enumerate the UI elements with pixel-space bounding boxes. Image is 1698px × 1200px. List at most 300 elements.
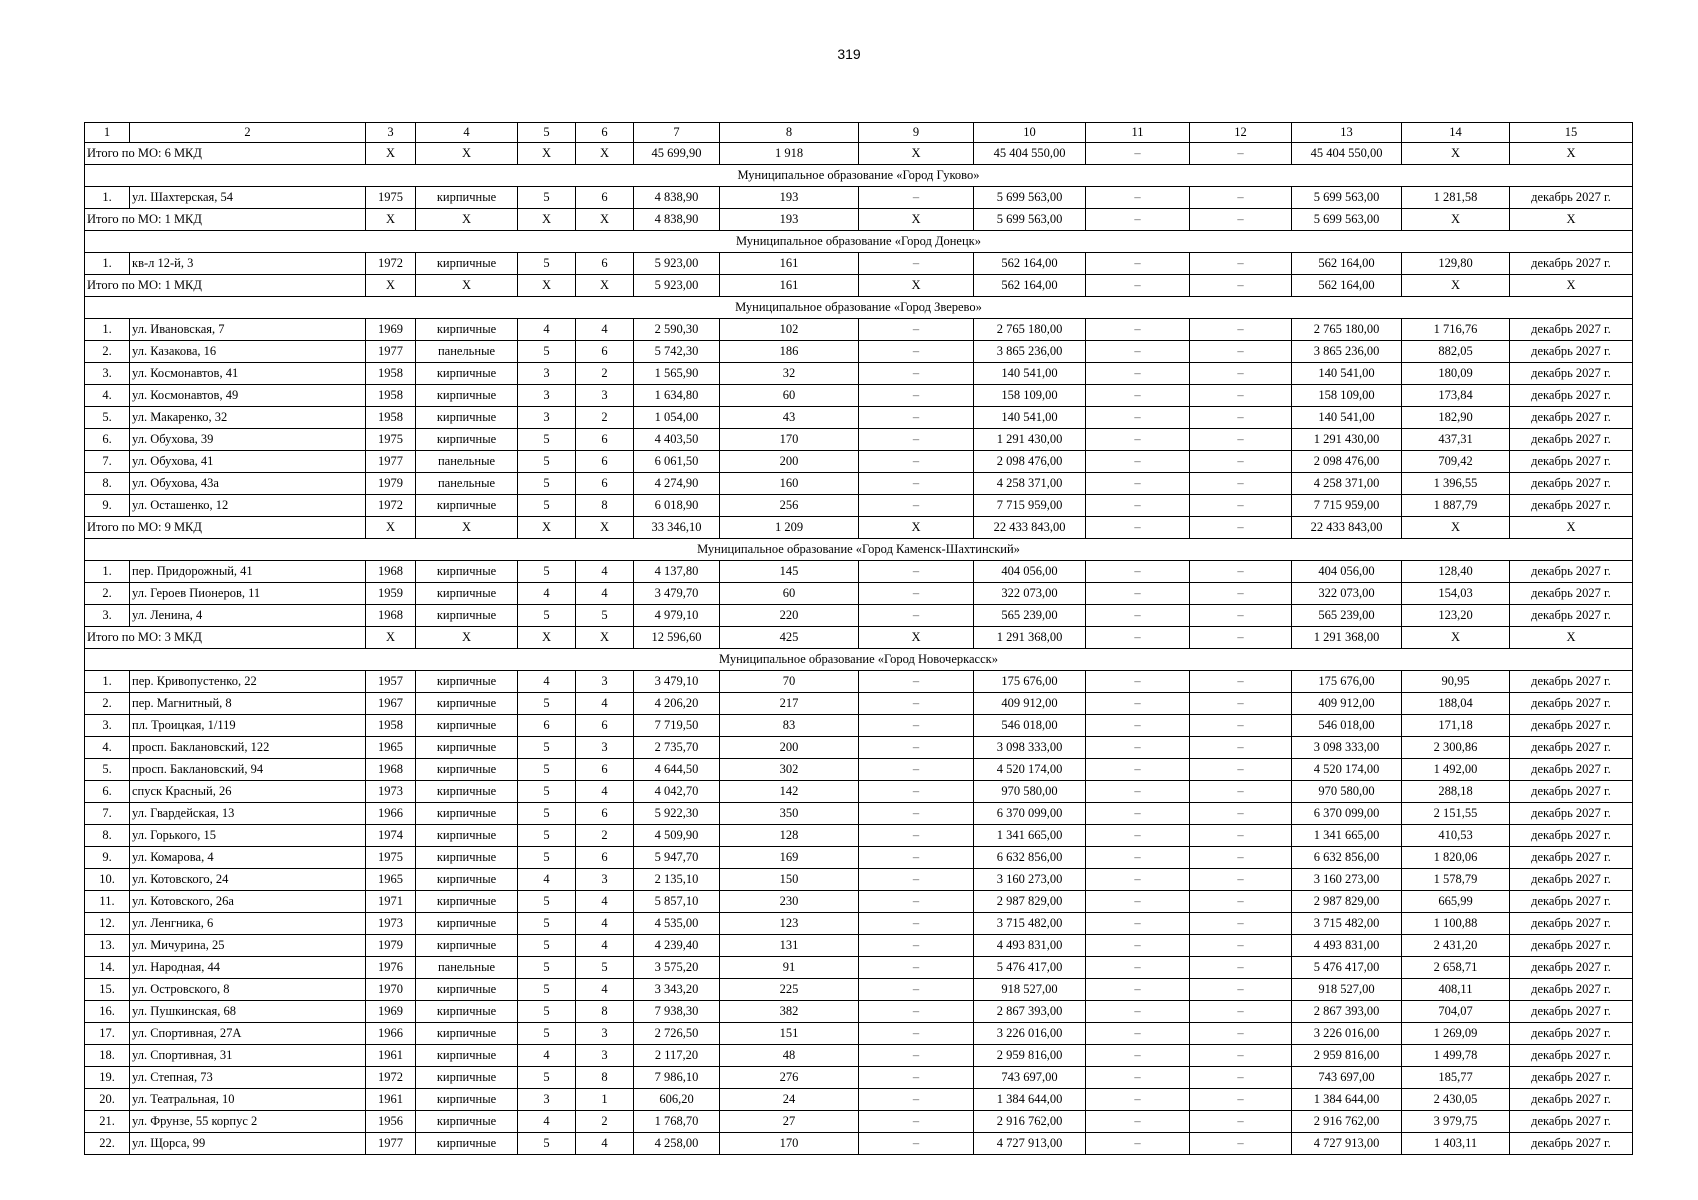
- cost-total: 3 865 236,00: [974, 341, 1086, 363]
- col-12: –: [1190, 693, 1292, 715]
- address: ул. Пушкинская, 68: [130, 1001, 366, 1023]
- col-9: –: [859, 495, 974, 517]
- wall-material: кирпичные: [416, 1111, 518, 1133]
- floors: 5: [518, 341, 576, 363]
- residents: 170: [720, 429, 859, 451]
- col-11: –: [1086, 1089, 1190, 1111]
- floors: 4: [518, 1111, 576, 1133]
- total-cell-c6: X: [576, 517, 634, 539]
- col-9: –: [859, 759, 974, 781]
- entrances: 5: [576, 605, 634, 627]
- address: ул. Фрунзе, 55 корпус 2: [130, 1111, 366, 1133]
- col-12: –: [1190, 935, 1292, 957]
- floors: 4: [518, 319, 576, 341]
- col-12: –: [1190, 1089, 1292, 1111]
- table-row: [85, 693, 1633, 715]
- column-number: 12: [1190, 123, 1292, 143]
- residents: 27: [720, 1111, 859, 1133]
- table-row: [85, 1133, 1633, 1155]
- total-cell-c13: 562 164,00: [1292, 275, 1402, 297]
- address: ул. Горького, 15: [130, 825, 366, 847]
- col-11: –: [1086, 693, 1190, 715]
- col-12: –: [1190, 1067, 1292, 1089]
- col-11: –: [1086, 363, 1190, 385]
- entrances: 3: [576, 385, 634, 407]
- col-11: –: [1086, 429, 1190, 451]
- total-cell-c14: X: [1402, 517, 1510, 539]
- cost-total: 140 541,00: [974, 407, 1086, 429]
- total-area: 4 979,10: [634, 605, 720, 627]
- address: ул. Космонавтов, 41: [130, 363, 366, 385]
- total-cell-c13: 22 433 843,00: [1292, 517, 1402, 539]
- cost-per-sqm: 185,77: [1402, 1067, 1510, 1089]
- col-9: –: [859, 737, 974, 759]
- col-11: –: [1086, 1023, 1190, 1045]
- total-cell-c8: 425: [720, 627, 859, 649]
- deadline: декабрь 2027 г.: [1510, 1133, 1633, 1155]
- cost-per-sqm: 1 887,79: [1402, 495, 1510, 517]
- residents: 32: [720, 363, 859, 385]
- cost-total: 562 164,00: [974, 253, 1086, 275]
- residents: 60: [720, 583, 859, 605]
- col-12: –: [1190, 473, 1292, 495]
- wall-material: панельные: [416, 341, 518, 363]
- total-label: Итого по МО: 6 МКД: [85, 143, 366, 165]
- total-area: 4 509,90: [634, 825, 720, 847]
- year-built: 1958: [366, 363, 416, 385]
- row-number: 15.: [85, 979, 130, 1001]
- section-row: [85, 649, 1633, 671]
- cost-fund: 404 056,00: [1292, 561, 1402, 583]
- table-row: [85, 847, 1633, 869]
- wall-material: кирпичные: [416, 253, 518, 275]
- address: ул. Казакова, 16: [130, 341, 366, 363]
- col-11: –: [1086, 1045, 1190, 1067]
- wall-material: кирпичные: [416, 869, 518, 891]
- cost-per-sqm: 90,95: [1402, 671, 1510, 693]
- year-built: 1968: [366, 759, 416, 781]
- total-cell-c7: 33 346,10: [634, 517, 720, 539]
- residents: 70: [720, 671, 859, 693]
- cost-per-sqm: 2 431,20: [1402, 935, 1510, 957]
- row-number: 9.: [85, 495, 130, 517]
- address: ул. Мичурина, 25: [130, 935, 366, 957]
- total-cell-c13: 45 404 550,00: [1292, 143, 1402, 165]
- year-built: 1977: [366, 451, 416, 473]
- entrances: 4: [576, 561, 634, 583]
- residents: 151: [720, 1023, 859, 1045]
- address: спуск Красный, 26: [130, 781, 366, 803]
- col-11: –: [1086, 671, 1190, 693]
- cost-fund: 6 370 099,00: [1292, 803, 1402, 825]
- total-cell-c6: X: [576, 143, 634, 165]
- total-cell-c6: X: [576, 627, 634, 649]
- row-number: 7.: [85, 803, 130, 825]
- deadline: декабрь 2027 г.: [1510, 1067, 1633, 1089]
- address: ул. Шахтерская, 54: [130, 187, 366, 209]
- cost-fund: 2 959 816,00: [1292, 1045, 1402, 1067]
- col-11: –: [1086, 957, 1190, 979]
- cost-fund: 743 697,00: [1292, 1067, 1402, 1089]
- total-area: 5 923,00: [634, 253, 720, 275]
- cost-total: 1 341 665,00: [974, 825, 1086, 847]
- deadline: декабрь 2027 г.: [1510, 495, 1633, 517]
- cost-total: 5 699 563,00: [974, 187, 1086, 209]
- col-9: –: [859, 451, 974, 473]
- page-number: 319: [837, 46, 861, 62]
- row-number: 4.: [85, 385, 130, 407]
- col-11: –: [1086, 1133, 1190, 1155]
- col-9: –: [859, 979, 974, 1001]
- wall-material: кирпичные: [416, 319, 518, 341]
- total-cell-c11: –: [1086, 143, 1190, 165]
- row-number: 1.: [85, 253, 130, 275]
- total-area: 5 857,10: [634, 891, 720, 913]
- cost-fund: 158 109,00: [1292, 385, 1402, 407]
- cost-per-sqm: 129,80: [1402, 253, 1510, 275]
- total-cell-c10: 45 404 550,00: [974, 143, 1086, 165]
- floors: 5: [518, 693, 576, 715]
- col-9: –: [859, 561, 974, 583]
- col-11: –: [1086, 1111, 1190, 1133]
- wall-material: панельные: [416, 451, 518, 473]
- entrances: 6: [576, 473, 634, 495]
- deadline: декабрь 2027 г.: [1510, 341, 1633, 363]
- total-area: 4 403,50: [634, 429, 720, 451]
- floors: 5: [518, 935, 576, 957]
- deadline: декабрь 2027 г.: [1510, 473, 1633, 495]
- address: ул. Комарова, 4: [130, 847, 366, 869]
- floors: 5: [518, 825, 576, 847]
- col-11: –: [1086, 605, 1190, 627]
- entrances: 3: [576, 671, 634, 693]
- wall-material: кирпичные: [416, 1023, 518, 1045]
- deadline: декабрь 2027 г.: [1510, 979, 1633, 1001]
- address: ул. Обухова, 39: [130, 429, 366, 451]
- cost-total: 6 632 856,00: [974, 847, 1086, 869]
- row-number: 18.: [85, 1045, 130, 1067]
- total-area: 4 206,20: [634, 693, 720, 715]
- wall-material: кирпичные: [416, 693, 518, 715]
- total-cell-c8: 161: [720, 275, 859, 297]
- entrances: 4: [576, 583, 634, 605]
- col-12: –: [1190, 913, 1292, 935]
- total-row: [85, 275, 1633, 297]
- cost-per-sqm: 2 430,05: [1402, 1089, 1510, 1111]
- total-cell-c9: X: [859, 275, 974, 297]
- deadline: декабрь 2027 г.: [1510, 693, 1633, 715]
- total-cell-c15: X: [1510, 275, 1633, 297]
- residents: 169: [720, 847, 859, 869]
- year-built: 1959: [366, 583, 416, 605]
- wall-material: кирпичные: [416, 1133, 518, 1155]
- total-cell-c3: X: [366, 143, 416, 165]
- total-area: 4 239,40: [634, 935, 720, 957]
- total-cell-c5: X: [518, 275, 576, 297]
- wall-material: кирпичные: [416, 385, 518, 407]
- col-12: –: [1190, 583, 1292, 605]
- cost-total: 2 916 762,00: [974, 1111, 1086, 1133]
- row-number: 7.: [85, 451, 130, 473]
- year-built: 1969: [366, 1001, 416, 1023]
- col-11: –: [1086, 847, 1190, 869]
- residents: 102: [720, 319, 859, 341]
- cost-total: 7 715 959,00: [974, 495, 1086, 517]
- section-title: Муниципальное образование «Город Донецк»: [85, 231, 1633, 253]
- deadline: декабрь 2027 г.: [1510, 561, 1633, 583]
- cost-per-sqm: 665,99: [1402, 891, 1510, 913]
- cost-fund: 918 527,00: [1292, 979, 1402, 1001]
- col-9: –: [859, 1089, 974, 1111]
- floors: 6: [518, 715, 576, 737]
- total-area: 2 117,20: [634, 1045, 720, 1067]
- table-row: [85, 1001, 1633, 1023]
- col-12: –: [1190, 451, 1292, 473]
- table-row: [85, 781, 1633, 803]
- year-built: 1961: [366, 1089, 416, 1111]
- cost-total: 3 160 273,00: [974, 869, 1086, 891]
- col-9: –: [859, 473, 974, 495]
- row-number: 1.: [85, 187, 130, 209]
- total-cell-c7: 12 596,60: [634, 627, 720, 649]
- col-9: –: [859, 385, 974, 407]
- floors: 5: [518, 1023, 576, 1045]
- table-row: [85, 737, 1633, 759]
- total-row: [85, 517, 1633, 539]
- wall-material: кирпичные: [416, 1067, 518, 1089]
- col-9: –: [859, 341, 974, 363]
- entrances: 3: [576, 869, 634, 891]
- entrances: 6: [576, 253, 634, 275]
- entrances: 4: [576, 319, 634, 341]
- year-built: 1969: [366, 319, 416, 341]
- address: ул. Гвардейская, 13: [130, 803, 366, 825]
- table-row: [85, 473, 1633, 495]
- floors: 5: [518, 759, 576, 781]
- address: ул. Обухова, 43а: [130, 473, 366, 495]
- cost-fund: 2 098 476,00: [1292, 451, 1402, 473]
- floors: 5: [518, 957, 576, 979]
- col-12: –: [1190, 825, 1292, 847]
- entrances: 5: [576, 957, 634, 979]
- table-row: [85, 605, 1633, 627]
- year-built: 1973: [366, 781, 416, 803]
- row-number: 9.: [85, 847, 130, 869]
- cost-total: 970 580,00: [974, 781, 1086, 803]
- total-cell-c6: X: [576, 209, 634, 231]
- wall-material: кирпичные: [416, 759, 518, 781]
- col-12: –: [1190, 847, 1292, 869]
- total-area: 4 644,50: [634, 759, 720, 781]
- entrances: 8: [576, 1067, 634, 1089]
- col-12: –: [1190, 979, 1292, 1001]
- row-number: 5.: [85, 407, 130, 429]
- cost-fund: 3 226 016,00: [1292, 1023, 1402, 1045]
- residents: 225: [720, 979, 859, 1001]
- address: ул. Спортивная, 27А: [130, 1023, 366, 1045]
- total-cell-c12: –: [1190, 275, 1292, 297]
- table-row: [85, 407, 1633, 429]
- cost-fund: 6 632 856,00: [1292, 847, 1402, 869]
- residents: 256: [720, 495, 859, 517]
- cost-per-sqm: 180,09: [1402, 363, 1510, 385]
- entrances: 3: [576, 737, 634, 759]
- table-row: [85, 935, 1633, 957]
- col-12: –: [1190, 495, 1292, 517]
- floors: 5: [518, 605, 576, 627]
- cost-per-sqm: 154,03: [1402, 583, 1510, 605]
- year-built: 1975: [366, 187, 416, 209]
- wall-material: кирпичные: [416, 803, 518, 825]
- address: ул. Степная, 73: [130, 1067, 366, 1089]
- total-row: [85, 627, 1633, 649]
- total-cell-c10: 1 291 368,00: [974, 627, 1086, 649]
- table-row: [85, 429, 1633, 451]
- total-cell-c4: X: [416, 275, 518, 297]
- row-number: 22.: [85, 1133, 130, 1155]
- entrances: 4: [576, 1133, 634, 1155]
- total-cell-c13: 5 699 563,00: [1292, 209, 1402, 231]
- total-cell-c3: X: [366, 209, 416, 231]
- total-cell-c9: X: [859, 143, 974, 165]
- floors: 5: [518, 253, 576, 275]
- col-12: –: [1190, 891, 1292, 913]
- section-title: Муниципальное образование «Город Каменск-Шахтинский»: [85, 539, 1633, 561]
- row-number: 5.: [85, 759, 130, 781]
- col-11: –: [1086, 385, 1190, 407]
- residents: 43: [720, 407, 859, 429]
- total-cell-c6: X: [576, 275, 634, 297]
- col-9: –: [859, 847, 974, 869]
- column-number: 5: [518, 123, 576, 143]
- col-12: –: [1190, 407, 1292, 429]
- cost-per-sqm: 410,53: [1402, 825, 1510, 847]
- col-9: –: [859, 671, 974, 693]
- cost-total: 404 056,00: [974, 561, 1086, 583]
- table-row: [85, 253, 1633, 275]
- total-cell-c5: X: [518, 517, 576, 539]
- total-area: 7 986,10: [634, 1067, 720, 1089]
- total-cell-c14: X: [1402, 275, 1510, 297]
- col-11: –: [1086, 1001, 1190, 1023]
- col-12: –: [1190, 1023, 1292, 1045]
- total-area: 3 575,20: [634, 957, 720, 979]
- cost-fund: 565 239,00: [1292, 605, 1402, 627]
- col-11: –: [1086, 495, 1190, 517]
- deadline: декабрь 2027 г.: [1510, 407, 1633, 429]
- cost-total: 158 109,00: [974, 385, 1086, 407]
- residents: 123: [720, 913, 859, 935]
- table-row: [85, 385, 1633, 407]
- address: кв-л 12-й, 3: [130, 253, 366, 275]
- residents: 186: [720, 341, 859, 363]
- residents: 60: [720, 385, 859, 407]
- cost-per-sqm: 1 716,76: [1402, 319, 1510, 341]
- residents: 91: [720, 957, 859, 979]
- cost-fund: 409 912,00: [1292, 693, 1402, 715]
- total-area: 6 061,50: [634, 451, 720, 473]
- year-built: 1961: [366, 1045, 416, 1067]
- address: ул. Щорса, 99: [130, 1133, 366, 1155]
- cost-per-sqm: 408,11: [1402, 979, 1510, 1001]
- col-9: –: [859, 1133, 974, 1155]
- table-row: [85, 671, 1633, 693]
- total-area: 4 274,90: [634, 473, 720, 495]
- col-12: –: [1190, 319, 1292, 341]
- cost-per-sqm: 1 492,00: [1402, 759, 1510, 781]
- entrances: 6: [576, 803, 634, 825]
- col-11: –: [1086, 253, 1190, 275]
- year-built: 1956: [366, 1111, 416, 1133]
- row-number: 8.: [85, 473, 130, 495]
- row-number: 1.: [85, 319, 130, 341]
- column-number: 11: [1086, 123, 1190, 143]
- residents: 150: [720, 869, 859, 891]
- total-area: 2 590,30: [634, 319, 720, 341]
- total-area: 1 634,80: [634, 385, 720, 407]
- total-cell-c12: –: [1190, 143, 1292, 165]
- total-cell-c8: 193: [720, 209, 859, 231]
- cost-total: 3 226 016,00: [974, 1023, 1086, 1045]
- cost-total: 322 073,00: [974, 583, 1086, 605]
- total-area: 2 726,50: [634, 1023, 720, 1045]
- total-area: 4 137,80: [634, 561, 720, 583]
- col-11: –: [1086, 451, 1190, 473]
- col-11: –: [1086, 407, 1190, 429]
- entrances: 4: [576, 781, 634, 803]
- cost-per-sqm: 288,18: [1402, 781, 1510, 803]
- total-cell-c13: 1 291 368,00: [1292, 627, 1402, 649]
- year-built: 1965: [366, 869, 416, 891]
- cost-per-sqm: 123,20: [1402, 605, 1510, 627]
- year-built: 1972: [366, 253, 416, 275]
- table-row: [85, 869, 1633, 891]
- table-row: [85, 1045, 1633, 1067]
- total-cell-c7: 5 923,00: [634, 275, 720, 297]
- table-row: [85, 715, 1633, 737]
- table-row: [85, 1089, 1633, 1111]
- col-12: –: [1190, 363, 1292, 385]
- deadline: декабрь 2027 г.: [1510, 363, 1633, 385]
- residents: 83: [720, 715, 859, 737]
- table-row: [85, 913, 1633, 935]
- col-9: –: [859, 605, 974, 627]
- deadline: декабрь 2027 г.: [1510, 825, 1633, 847]
- entrances: 2: [576, 1111, 634, 1133]
- floors: 5: [518, 473, 576, 495]
- col-9: –: [859, 825, 974, 847]
- cost-fund: 4 258 371,00: [1292, 473, 1402, 495]
- cost-fund: 3 715 482,00: [1292, 913, 1402, 935]
- col-12: –: [1190, 737, 1292, 759]
- col-9: –: [859, 1001, 974, 1023]
- cost-per-sqm: 3 979,75: [1402, 1111, 1510, 1133]
- cost-fund: 140 541,00: [1292, 407, 1402, 429]
- cost-total: 918 527,00: [974, 979, 1086, 1001]
- address: ул. Ленина, 4: [130, 605, 366, 627]
- col-12: –: [1190, 671, 1292, 693]
- col-9: –: [859, 693, 974, 715]
- residents: 350: [720, 803, 859, 825]
- total-cell-c4: X: [416, 517, 518, 539]
- total-area: 3 343,20: [634, 979, 720, 1001]
- col-9: –: [859, 1111, 974, 1133]
- year-built: 1979: [366, 473, 416, 495]
- address: пл. Троицкая, 1/119: [130, 715, 366, 737]
- floors: 5: [518, 429, 576, 451]
- total-area: 5 947,70: [634, 847, 720, 869]
- total-cell-c9: X: [859, 517, 974, 539]
